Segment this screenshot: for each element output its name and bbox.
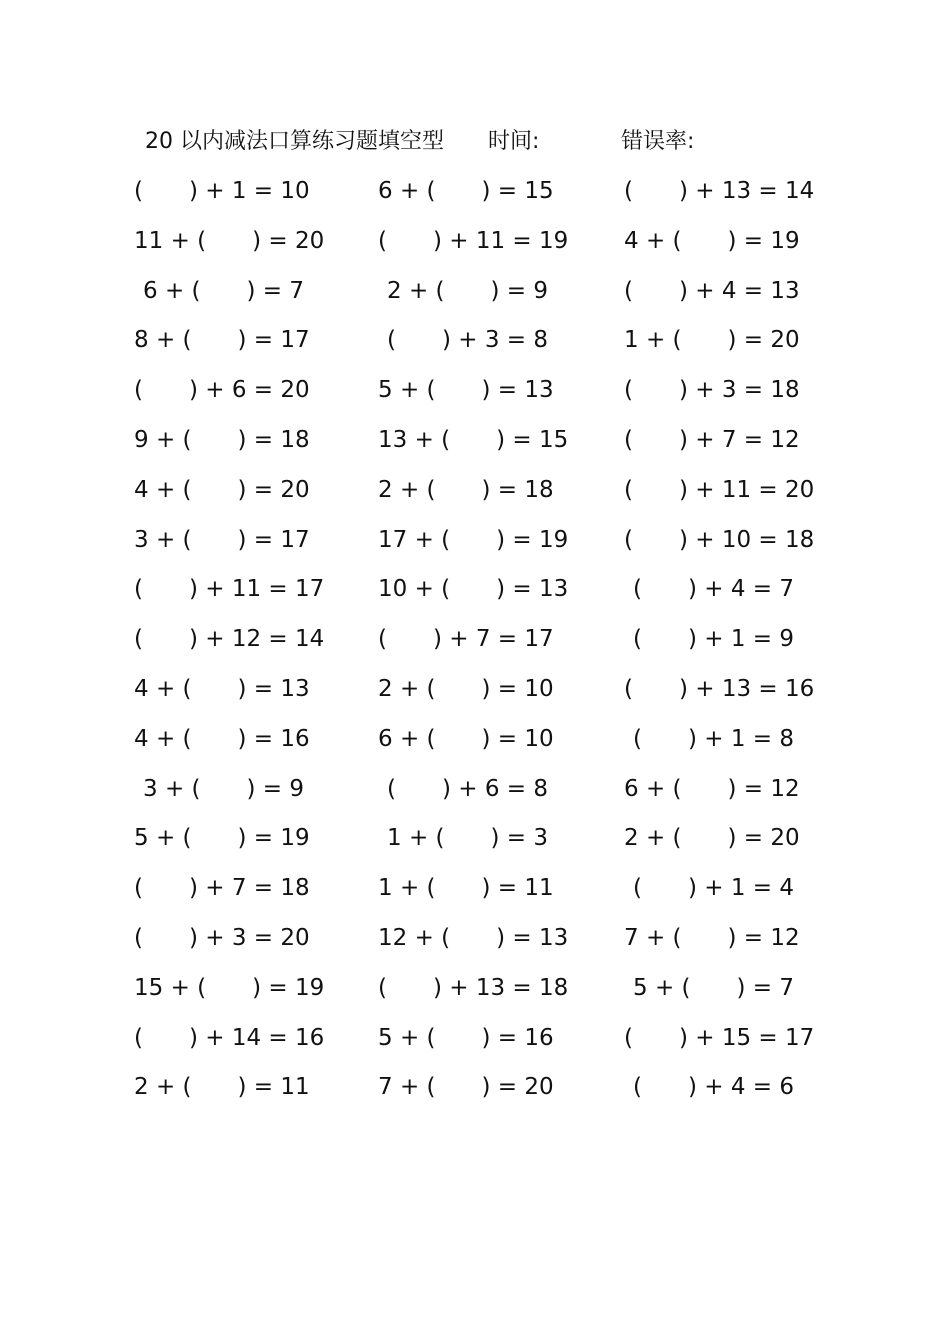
- problem-equation: 1 + ( ) = 3: [387, 825, 548, 852]
- problem-equation: ( ) + 13 = 16: [624, 675, 815, 702]
- problem-row: [0, 372, 950, 422]
- problem-equation: ( ) + 6 = 8: [387, 775, 548, 802]
- problem-equation: 1 + ( ) = 20: [624, 327, 800, 354]
- problem-equation: ( ) + 11 = 20: [624, 476, 815, 503]
- problem-row: [0, 621, 950, 671]
- problem-equation: 1 + ( ) = 11: [378, 875, 554, 902]
- problem-equation: ( ) + 10 = 18: [624, 526, 815, 553]
- problem-equation: ( ) + 3 = 8: [387, 327, 548, 354]
- problem-row: [0, 1020, 950, 1070]
- problem-equation: ( ) + 4 = 13: [624, 277, 800, 304]
- problem-equation: 7 + ( ) = 12: [624, 924, 800, 951]
- problem-equation: ( ) + 1 = 9: [633, 626, 794, 653]
- problem-row: [0, 522, 950, 572]
- problem-row: [0, 771, 950, 821]
- problem-row: [0, 173, 950, 223]
- time-label: 时间:: [488, 129, 540, 154]
- problem-equation: ( ) + 1 = 8: [633, 725, 794, 752]
- problem-equation: 9 + ( ) = 18: [134, 426, 310, 453]
- problem-equation: 4 + ( ) = 13: [134, 675, 310, 702]
- problem-equation: 6 + ( ) = 15: [378, 178, 554, 204]
- problem-equation: 3 + ( ) = 17: [134, 526, 310, 553]
- problem-equation: ( ) + 3 = 18: [624, 377, 800, 404]
- problem-equation: 2 + ( ) = 18: [378, 476, 554, 503]
- problem-equation: ( ) + 14 = 16: [134, 1024, 325, 1051]
- worksheet-header: [0, 124, 950, 160]
- problem-row: [0, 571, 950, 621]
- problem-equation: 2 + ( ) = 11: [134, 1074, 310, 1101]
- error-rate-label: 错误率:: [621, 129, 695, 154]
- problem-row: [0, 223, 950, 273]
- problem-equation: 13 + ( ) = 15: [378, 426, 569, 453]
- problem-equation: ( ) + 6 = 20: [134, 377, 310, 404]
- problem-row: [0, 472, 950, 522]
- problem-row: [0, 721, 950, 771]
- problem-equation: 2 + ( ) = 20: [624, 825, 800, 852]
- problem-equation: 4 + ( ) = 16: [134, 725, 310, 752]
- problem-equation: ( ) + 1 = 10: [134, 178, 310, 204]
- problem-equation: 2 + ( ) = 9: [387, 277, 548, 304]
- problem-equation: ( ) + 1 = 4: [633, 875, 794, 902]
- problem-equation: 15 + ( ) = 19: [134, 974, 325, 1001]
- problem-equation: 4 + ( ) = 19: [624, 227, 800, 254]
- problem-row: [0, 322, 950, 372]
- problem-equation: 5 + ( ) = 13: [378, 377, 554, 404]
- problem-grid: [0, 173, 950, 1119]
- problem-equation: 8 + ( ) = 17: [134, 327, 310, 354]
- problem-equation: 5 + ( ) = 16: [378, 1024, 554, 1051]
- problem-equation: ( ) + 12 = 14: [134, 626, 325, 653]
- problem-equation: 6 + ( ) = 7: [143, 277, 304, 304]
- problem-row: [0, 671, 950, 721]
- problem-equation: ( ) + 4 = 7: [633, 576, 794, 603]
- problem-equation: 5 + ( ) = 19: [134, 825, 310, 852]
- problem-equation: 10 + ( ) = 13: [378, 576, 569, 603]
- problem-row: [0, 820, 950, 870]
- problem-row: [0, 970, 950, 1020]
- problem-row: [0, 422, 950, 472]
- problem-equation: ( ) + 7 = 17: [378, 626, 554, 653]
- problem-equation: ( ) + 7 = 18: [134, 875, 310, 902]
- problem-row: [0, 1069, 950, 1119]
- problem-equation: ( ) + 15 = 17: [624, 1024, 815, 1051]
- problem-equation: 3 + ( ) = 9: [143, 775, 304, 802]
- problem-equation: 6 + ( ) = 10: [378, 725, 554, 752]
- problem-row: [0, 273, 950, 323]
- problem-equation: 2 + ( ) = 10: [378, 675, 554, 702]
- problem-equation: 5 + ( ) = 7: [633, 974, 794, 1001]
- problem-equation: ( ) + 3 = 20: [134, 924, 310, 951]
- problem-equation: 6 + ( ) = 12: [624, 775, 800, 802]
- problem-equation: ( ) + 11 = 17: [134, 576, 325, 603]
- worksheet-title: 20 以内减法口算练习题填空型: [145, 129, 444, 154]
- problem-equation: ( ) + 7 = 12: [624, 426, 800, 453]
- problem-equation: 12 + ( ) = 13: [378, 924, 569, 951]
- problem-equation: ( ) + 13 = 18: [378, 974, 569, 1001]
- problem-equation: ( ) + 13 = 14: [624, 178, 815, 204]
- problem-equation: 17 + ( ) = 19: [378, 526, 569, 553]
- problem-equation: ( ) + 11 = 19: [378, 227, 569, 254]
- problem-equation: 4 + ( ) = 20: [134, 476, 310, 503]
- problem-equation: 11 + ( ) = 20: [134, 227, 325, 254]
- problem-equation: 7 + ( ) = 20: [378, 1074, 554, 1101]
- problem-equation: ( ) + 4 = 6: [633, 1074, 794, 1101]
- problem-row: [0, 920, 950, 970]
- problem-row: [0, 870, 950, 920]
